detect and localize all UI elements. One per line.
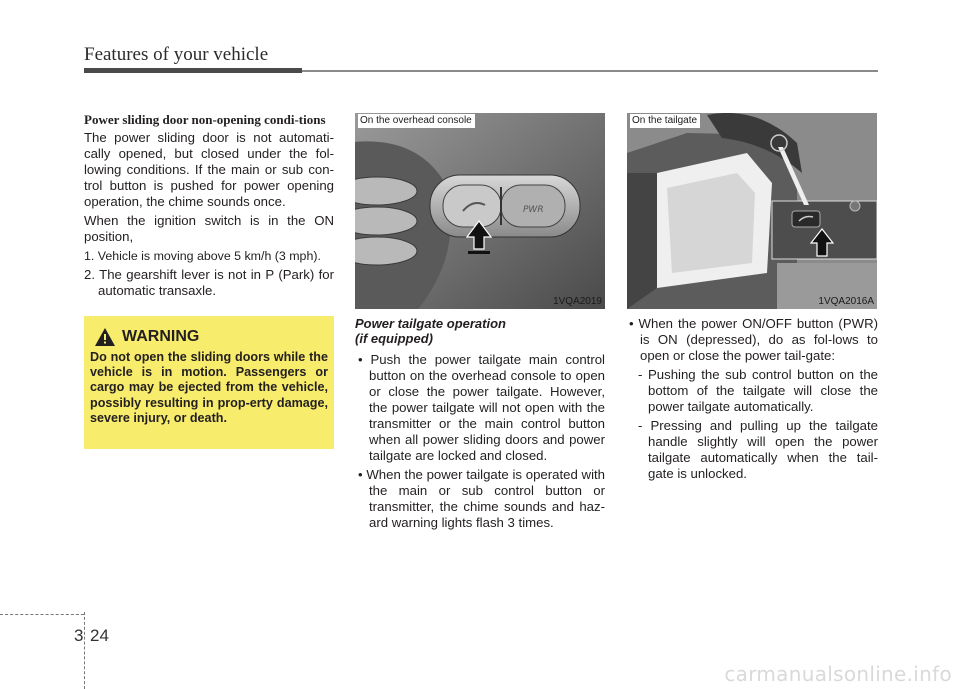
column-left	[84, 112, 334, 301]
dash-item: - Pressing and pulling up the tailgate handle slightly will open the power tailgate automatically when the tail-gate is unlocked.	[638, 418, 878, 481]
tailgate-illustration	[627, 113, 877, 309]
section-title-line: (if equipped)	[355, 331, 433, 346]
dash-item: - Pushing the sub control button on the bottom of the tailgate will close the power tailgate automatically.	[638, 367, 878, 414]
header-rule-light	[302, 70, 878, 72]
section-title-line: Power tailgate operation	[355, 316, 506, 331]
warning-header	[94, 326, 199, 348]
list-item: 1. Vehicle is moving above 5 km/h (3 mph).	[84, 249, 321, 263]
bullet-item: • When the power tailgate is operated with the main or sub control button or transmitter, the chime sounds and haz-ard warning lights flash 3 times.	[358, 467, 605, 530]
section-subhead: Power sliding door non-opening condi-tions	[84, 112, 326, 127]
chapter-number: 3	[74, 626, 84, 645]
paragraph: The power sliding door is not automati-cally opened, but closed under the fol-lowing conditions. If the main or sub con-trol button is pushed for power opening operation, the chime sounds once.	[84, 130, 334, 209]
figure-tailgate	[627, 113, 877, 309]
figure-caption: On the overhead console	[358, 114, 475, 128]
page-number: 24	[90, 626, 109, 645]
watermark: carmanualsonline.info	[724, 662, 952, 686]
bullet-item: • When the power ON/OFF button (PWR) is ON (depressed), do as fol-lows to open or close the power tail-gate:	[629, 316, 878, 363]
figure-code: 1VQA2016A	[818, 296, 874, 307]
figure-overhead-console	[355, 113, 605, 309]
pwr-label: PWR	[523, 205, 544, 215]
header-rule-dark	[84, 68, 302, 73]
bullet-item: • Push the power tailgate main control button on the overhead console to open or close the power tailgate. However, the power tailgate will not open with the transmitter or the main control button when all power sliding doors and power tailgate are locked and closed.	[358, 352, 605, 463]
warning-triangle-icon	[94, 327, 116, 347]
list-item: 2. The gearshift lever is not in P (Park) for automatic transaxle.	[84, 267, 334, 298]
section-title	[355, 316, 605, 346]
footer-rule	[0, 614, 84, 615]
column-middle	[355, 316, 605, 533]
figure-code: 1VQA2019	[553, 296, 602, 307]
warning-box	[84, 316, 334, 449]
warning-text: Do not open the sliding doors while the vehicle is in motion. Passengers or cargo may be ejected from the vehicle, possibly resulting in prop-erty damage, severe injury, or death.	[90, 350, 328, 425]
warning-title: WARNING	[122, 328, 200, 345]
footer-divider	[84, 612, 85, 689]
figure-caption: On the tailgate	[630, 114, 700, 128]
column-right	[626, 316, 878, 484]
page-header-title: Features of your vehicle	[84, 44, 269, 65]
paragraph: When the ignition switch is in the ON position,	[84, 213, 334, 244]
overhead-console-illustration	[355, 113, 605, 309]
